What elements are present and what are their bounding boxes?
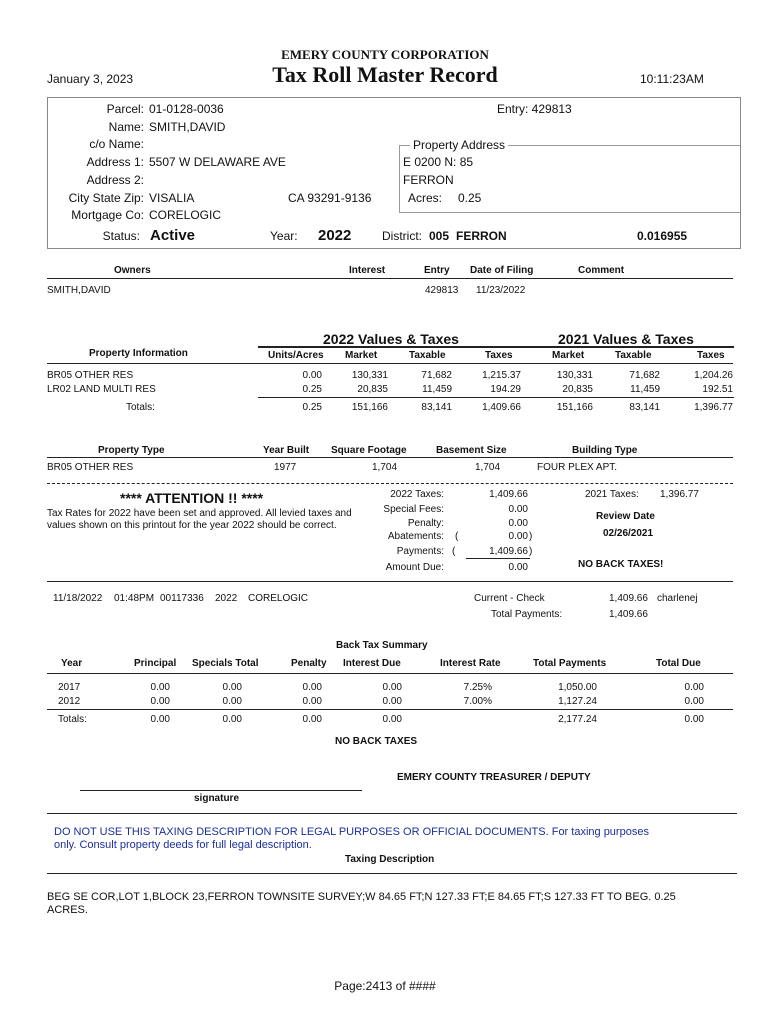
value-row-units: 0.00 <box>302 370 322 381</box>
value-row-taxes-2021: 1,204.26 <box>694 370 733 381</box>
back-tax-row-year: 2017 <box>58 682 81 693</box>
back-tax-specials-header: Specials Total <box>192 658 259 669</box>
signature-line <box>80 790 362 791</box>
divider <box>47 483 733 484</box>
payment-receipt: 00117336 <box>160 593 204 604</box>
totals-units: 0.25 <box>302 402 322 413</box>
taxes-2021-header: Taxes <box>697 350 725 361</box>
back-tax-row-total-due: 0.00 <box>684 696 704 707</box>
totals-taxable-2021: 83,141 <box>629 402 660 413</box>
acres-value: 0.25 <box>458 191 482 205</box>
payment-amount: 1,409.66 <box>609 593 648 604</box>
year-label: Year: <box>270 229 298 243</box>
divider <box>47 363 733 364</box>
square-footage-header: Square Footage <box>331 445 407 456</box>
totals-taxes-2022: 1,409.66 <box>482 402 521 413</box>
back-tax-totals-principal: 0.00 <box>150 714 170 725</box>
amount-due-label: Amount Due: <box>385 562 444 573</box>
totals-taxable-2022: 83,141 <box>421 402 452 413</box>
back-tax-interest-due-header: Interest Due <box>343 658 401 669</box>
name-label: Name: <box>108 120 144 134</box>
back-tax-row-penalty: 0.00 <box>302 682 322 693</box>
building-type: FOUR PLEX APT. <box>537 462 618 473</box>
total-payments-label: Total Payments: <box>491 609 563 620</box>
values-totals-label: Totals: <box>126 402 155 413</box>
disclaimer-line2: only. Consult property deeds for full legal description. <box>54 839 312 851</box>
entry-header: Entry <box>424 265 450 276</box>
payment-payer: CORELOGIC <box>248 593 309 604</box>
back-tax-row-total-payments: 1,127.24 <box>558 696 597 707</box>
legal-description-line2: ACRES. <box>47 904 88 916</box>
back-tax-row-interest-due: 0.00 <box>382 696 402 707</box>
attention-line2: values shown on this printout for the year 2022 should be correct. <box>47 520 337 531</box>
review-date-label: Review Date <box>596 511 655 522</box>
market-2021-header: Market <box>552 350 585 361</box>
abatements-label: Abatements: <box>387 531 444 542</box>
abatements-close-paren: ) <box>529 531 533 542</box>
divider <box>47 278 733 279</box>
property-address-line2: FERRON <box>403 173 454 187</box>
owner-row-date: 11/23/2022 <box>476 285 526 296</box>
org-name: EMERY COUNTY CORPORATION <box>281 47 489 62</box>
page-title: Tax Roll Master Record <box>272 62 498 87</box>
district-code: 005 <box>429 229 450 243</box>
back-tax-totals-total-due: 0.00 <box>684 714 704 725</box>
payment-time: 01:48PM <box>114 593 155 604</box>
owner-row-name: SMITH,DAVID <box>47 285 111 296</box>
totals-market-2022: 151,166 <box>351 402 388 413</box>
payments-label: Payments: <box>396 546 444 557</box>
building-type-header: Building Type <box>572 445 638 456</box>
value-row-type: LR02 LAND MULTI RES <box>47 384 156 395</box>
divider <box>258 346 734 348</box>
total-payments-value: 1,409.66 <box>609 609 648 620</box>
back-tax-row-interest-rate: 7.00% <box>463 696 492 707</box>
back-tax-row-year: 2012 <box>58 696 81 707</box>
review-date-value: 02/26/2021 <box>603 528 654 539</box>
totals-market-2021: 151,166 <box>556 402 593 413</box>
back-tax-interest-rate-header: Interest Rate <box>440 658 501 669</box>
address2-label: Address 2: <box>86 173 144 187</box>
city: VISALIA <box>149 191 195 205</box>
page-number: Page:2413 of #### <box>334 979 436 993</box>
market-2022-header: Market <box>345 350 378 361</box>
back-tax-totals-total-payments: 2,177.24 <box>558 714 597 725</box>
taxes-2022-label: 2022 Taxes: <box>390 489 444 500</box>
treasurer-label: EMERY COUNTY TREASURER / DEPUTY <box>397 772 591 783</box>
value-row-market-2022: 130,331 <box>351 370 388 381</box>
co-name-label: c/o Name: <box>89 137 144 151</box>
abatements-value: 0.00 <box>508 531 528 542</box>
divider <box>47 673 733 674</box>
abatements-open-paren: ( <box>455 531 459 542</box>
signature-label: signature <box>194 793 240 804</box>
divider <box>47 873 737 874</box>
divider <box>47 709 733 710</box>
taxing-description-heading: Taxing Description <box>345 854 435 865</box>
value-row-taxable-2021: 71,682 <box>629 370 660 381</box>
special-fees-value: 0.00 <box>508 504 528 515</box>
back-tax-totals-penalty: 0.00 <box>302 714 322 725</box>
property-info-header: Property Information <box>89 348 188 359</box>
basement-size-header: Basement Size <box>436 445 507 456</box>
divider <box>47 581 733 582</box>
back-tax-row-principal: 0.00 <box>150 682 170 693</box>
parcel-label: Parcel: <box>106 102 144 116</box>
report-date: January 3, 2023 <box>47 72 134 86</box>
back-tax-penalty-header: Penalty <box>291 658 327 669</box>
back-tax-total-due-header: Total Due <box>656 658 701 669</box>
district-label: District: <box>382 229 422 243</box>
district-name: FERRON <box>456 229 507 243</box>
attention-line1: Tax Rates for 2022 have been set and approved. All levied taxes and <box>47 508 352 519</box>
back-tax-row-principal: 0.00 <box>150 696 170 707</box>
building-property-type: BR05 OTHER RES <box>47 462 134 473</box>
penalty-value: 0.00 <box>508 518 528 529</box>
taxes-2022-value: 1,409.66 <box>489 489 528 500</box>
back-tax-row-specials: 0.00 <box>222 682 242 693</box>
special-fees-label: Special Fees: <box>383 504 444 515</box>
units-acres-header: Units/Acres <box>268 350 324 361</box>
payments-open-paren: ( <box>452 546 456 557</box>
parcel-number: 01-0128-0036 <box>149 102 224 116</box>
legal-description-line1: BEG SE COR,LOT 1,BLOCK 23,FERRON TOWNSITE SURVEY;W 84.65 FT;N 127.33 FT;E 84.65 FT;S 127.33 FT TO BEG. 0.25 <box>47 891 676 903</box>
state-zip: CA 93291-9136 <box>288 191 372 205</box>
divider <box>466 558 530 559</box>
value-row-taxes-2022: 194.29 <box>490 384 521 395</box>
value-row-market-2021: 20,835 <box>562 384 593 395</box>
attention-title: **** ATTENTION !! **** <box>120 490 264 506</box>
back-tax-totals-label: Totals: <box>58 714 87 725</box>
year-value: 2022 <box>318 227 352 244</box>
no-back-taxes-note: NO BACK TAXES <box>335 736 418 747</box>
value-row-units: 0.25 <box>302 384 322 395</box>
taxes-2021-value: 1,396.77 <box>660 489 699 500</box>
value-row-taxes-2021: 192.51 <box>702 384 733 395</box>
tax-rate: 0.016955 <box>637 229 688 243</box>
owners-header: Owners <box>114 265 151 276</box>
address1: 5507 W DELAWARE AVE <box>149 155 286 169</box>
back-tax-year-header: Year <box>61 658 83 669</box>
payment-clerk: charlenej <box>657 593 698 604</box>
amount-due-value: 0.00 <box>508 562 528 573</box>
building-square-footage: 1,704 <box>372 462 398 473</box>
entry-number: Entry: 429813 <box>497 102 572 116</box>
property-address-line1: E 0200 N: 85 <box>403 155 474 169</box>
back-tax-totals-interest-due: 0.00 <box>382 714 402 725</box>
mortgage-label: Mortgage Co: <box>71 208 144 222</box>
date-of-filing-header: Date of Filing <box>470 265 534 276</box>
value-row-market-2021: 130,331 <box>556 370 593 381</box>
year-built-header: Year Built <box>263 445 310 456</box>
comment-header: Comment <box>578 265 625 276</box>
mortgage-company: CORELOGIC <box>149 208 222 222</box>
owner-name: SMITH,DAVID <box>149 120 226 134</box>
divider <box>258 397 734 398</box>
building-year-built: 1977 <box>274 462 297 473</box>
back-tax-row-interest-rate: 7.25% <box>463 682 492 693</box>
payment-date: 11/18/2022 <box>53 593 103 604</box>
values-2021-title: 2021 Values & Taxes <box>558 331 694 347</box>
back-tax-row-specials: 0.00 <box>222 696 242 707</box>
value-row-taxable-2021: 11,459 <box>630 384 660 395</box>
interest-header: Interest <box>349 265 386 276</box>
back-tax-title: Back Tax Summary <box>336 640 428 651</box>
payment-year: 2022 <box>215 593 238 604</box>
back-tax-row-total-due: 0.00 <box>684 682 704 693</box>
values-2022-title: 2022 Values & Taxes <box>323 331 459 347</box>
divider <box>47 457 733 458</box>
back-tax-total-payments-header: Total Payments <box>533 658 607 669</box>
back-tax-totals-specials: 0.00 <box>222 714 242 725</box>
back-tax-principal-header: Principal <box>134 658 177 669</box>
totals-taxes-2021: 1,396.77 <box>694 402 733 413</box>
taxable-2022-header: Taxable <box>409 350 446 361</box>
taxes-2021-label: 2021 Taxes: <box>585 489 639 500</box>
taxable-2021-header: Taxable <box>615 350 652 361</box>
payment-method: Current - Check <box>474 593 545 604</box>
value-row-type: BR05 OTHER RES <box>47 370 134 381</box>
penalty-label: Penalty: <box>407 518 444 529</box>
report-time: 10:11:23AM <box>640 72 704 86</box>
back-tax-row-penalty: 0.00 <box>302 696 322 707</box>
value-row-market-2022: 20,835 <box>357 384 388 395</box>
property-type-header: Property Type <box>98 445 165 456</box>
status-value: Active <box>150 227 196 244</box>
city-state-zip-label: City State Zip: <box>68 191 144 205</box>
property-address-legend: Property Address <box>410 138 508 152</box>
divider <box>47 813 737 814</box>
status-label: Status: <box>102 229 140 243</box>
taxes-2022-header: Taxes <box>485 350 513 361</box>
disclaimer-line1: DO NOT USE THIS TAXING DESCRIPTION FOR LEGAL PURPOSES OR OFFICIAL DOCUMENTS. For taxing purposes <box>54 826 649 838</box>
acres-label: Acres: <box>408 191 443 205</box>
payments-value: 1,409.66 <box>489 546 528 557</box>
value-row-taxable-2022: 71,682 <box>421 370 452 381</box>
value-row-taxable-2022: 11,459 <box>422 384 452 395</box>
payments-close-paren: ) <box>529 546 533 557</box>
back-tax-row-interest-due: 0.00 <box>382 682 402 693</box>
value-row-taxes-2022: 1,215.37 <box>482 370 521 381</box>
no-back-taxes-notice: NO BACK TAXES! <box>578 559 664 570</box>
back-tax-row-total-payments: 1,050.00 <box>558 682 597 693</box>
owner-row-entry: 429813 <box>425 285 459 296</box>
building-basement-size: 1,704 <box>475 462 501 473</box>
address1-label: Address 1: <box>86 155 144 169</box>
